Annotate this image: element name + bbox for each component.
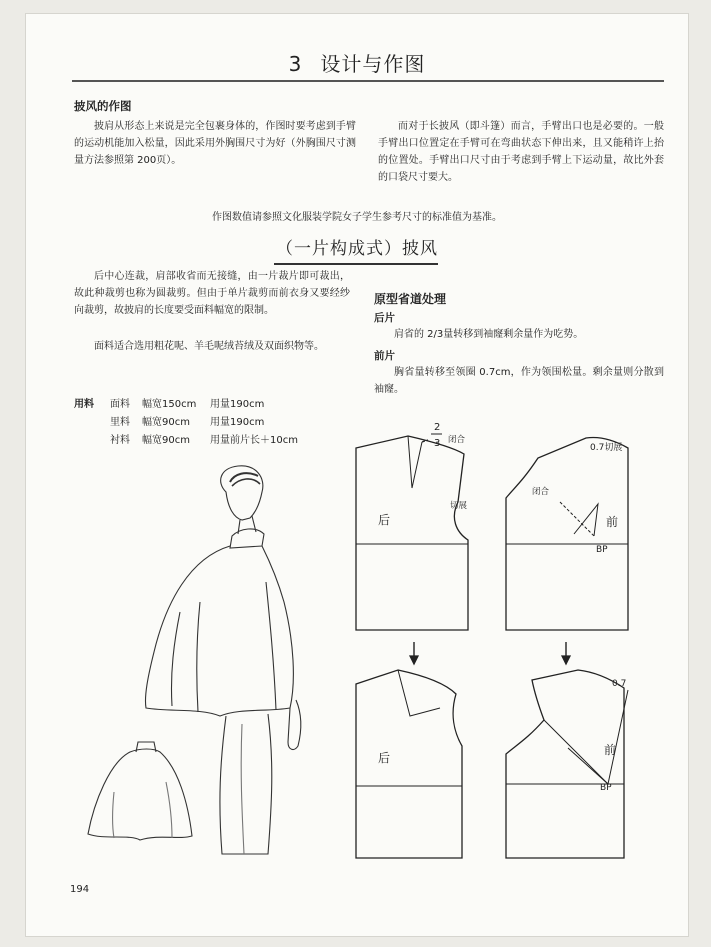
cut-top-label: 0.7切展 bbox=[590, 443, 623, 453]
fraction-numerator: 2 bbox=[434, 422, 441, 433]
materials-row bbox=[74, 414, 298, 432]
dart-processing-heading: 原型省道处理 bbox=[374, 292, 447, 306]
material-width: 幅宽90cm bbox=[142, 417, 190, 428]
intro-right-paragraph: 而对于长披风（即斗篷）而言，手臂出口也是必要的。一般手臂出口位置定在手臂可在弯曲状态下伸出来，且又能稍许上抬的位置处。手臂出口尺寸由于考虑到手臂上下运动量，故比外套的口袋尺寸要大。 bbox=[378, 121, 664, 183]
book-page bbox=[26, 14, 688, 936]
close-label-1: 闭合 bbox=[448, 435, 466, 445]
material-width: 幅宽90cm bbox=[142, 435, 190, 446]
dart-diagrams bbox=[338, 408, 668, 868]
material-width: 幅宽150cm bbox=[142, 399, 197, 410]
front-label-top: 前 bbox=[606, 515, 619, 529]
body-paragraph-2: 面料适合选用粗花呢、羊毛呢绒苔绒及双面织物等。 bbox=[94, 341, 324, 352]
body-paragraph-1: 后中心连裁，肩部收省而无接缝，由一片裁片即可裁出，故此种裁剪也称为圆裁剪。但由于单片裁剪而前衣身又要经纱向裁剪，故披肩的长度要受面料幅宽的限制。 bbox=[74, 271, 350, 316]
cape-title-underline bbox=[274, 263, 438, 265]
bp-label-top: BP bbox=[596, 545, 608, 555]
chapter-rule bbox=[72, 80, 664, 82]
chapter-title: 设计与作图 bbox=[320, 52, 426, 76]
cape-title bbox=[26, 234, 688, 259]
back-label-bottom: 后 bbox=[378, 751, 391, 765]
materials-row bbox=[74, 432, 298, 450]
material-name: 面料 bbox=[110, 399, 130, 410]
material-name: 衬料 bbox=[110, 435, 130, 446]
materials-row bbox=[74, 396, 298, 414]
reference-note: 作图数值请参照文化服装学院女子学生参考尺寸的标准值为基准。 bbox=[212, 212, 502, 223]
page-number: 194 bbox=[70, 884, 90, 895]
chapter-number: 3 bbox=[288, 52, 303, 76]
material-amount: 用量190cm bbox=[210, 417, 265, 428]
cape-title-text: （一片构成式）披风 bbox=[276, 239, 438, 259]
front-piece-text: 胸省量转移至领圈 0.7cm，作为领围松量。剩余量则分散到袖窿。 bbox=[374, 367, 664, 395]
material-name: 里料 bbox=[110, 417, 130, 428]
back-label-top: 后 bbox=[378, 513, 391, 527]
materials-label: 用料 bbox=[74, 399, 94, 410]
back-piece-text: 肩省的 2/3量转移到袖窿剩余量作为吃势。 bbox=[394, 329, 584, 340]
material-amount: 用量前片长＋10cm bbox=[210, 435, 298, 446]
material-amount: 用量190cm bbox=[210, 399, 265, 410]
bp-label-bottom: BP bbox=[600, 783, 612, 793]
fraction-denominator: 3 bbox=[434, 438, 441, 449]
back-piece-heading: 后片 bbox=[374, 312, 395, 324]
cut-label-1: 切展 bbox=[450, 501, 468, 511]
value-07-label: 0.7 bbox=[612, 679, 627, 689]
intro-left-paragraph: 披肩从形态上来说是完全包裹身体的，作图时要考虑到手臂的运动机能加入松量，因此采用外胸围尺寸为好（外胸围尺寸测量方法参照第 200页）。 bbox=[74, 121, 356, 166]
section-title: 披风的作图 bbox=[74, 99, 132, 113]
cape-illustration bbox=[70, 462, 360, 872]
front-piece-heading: 前片 bbox=[374, 350, 395, 362]
materials-table bbox=[74, 396, 298, 450]
front-label-bottom: 前 bbox=[604, 743, 617, 757]
close-label-2: 闭合 bbox=[532, 487, 550, 497]
chapter-heading bbox=[26, 48, 688, 77]
